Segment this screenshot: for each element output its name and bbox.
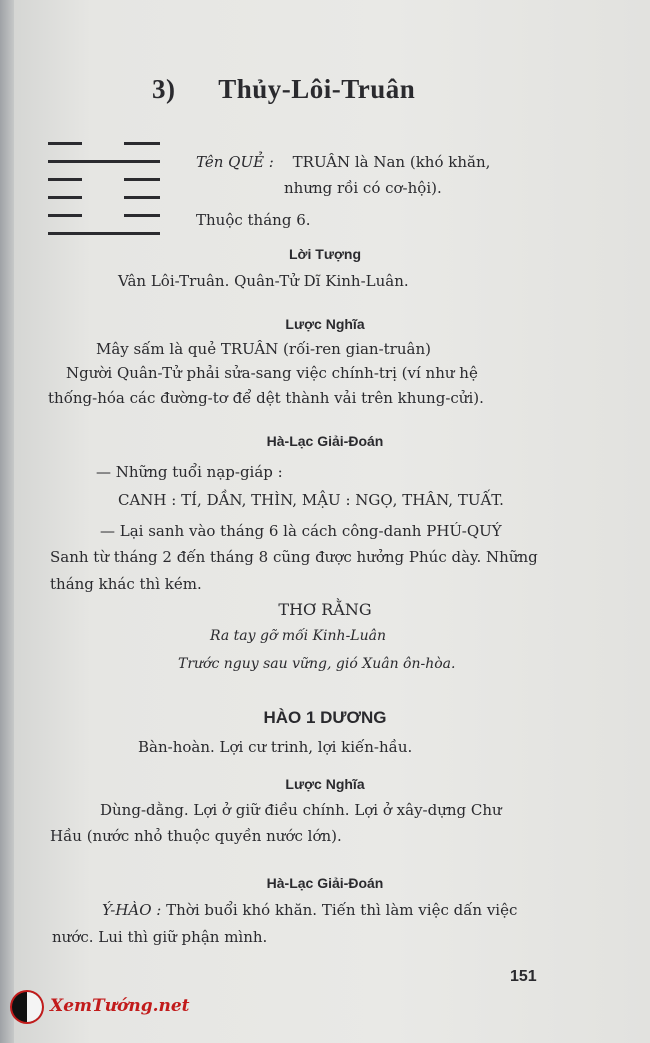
ha-lac-line-4: Sanh từ tháng 2 đến tháng 8 cũng được hưởng Phúc dày. Những (50, 548, 538, 566)
luoc-nghia-line-3: thống-hóa các đường-tơ để dệt thành vải trên khung-cửi). (48, 389, 484, 407)
que-text-2: nhưng rồi có cơ-hội). (284, 179, 442, 197)
luoc-nghia-line-2: Người Quân-Tử phải sửa-sang việc chính-trị (ví như hệ (66, 364, 478, 382)
watermark (10, 990, 190, 1030)
ha-lac-line-3: — Lại sanh vào tháng 6 là cách công-danh PHÚ-QUÝ (100, 522, 502, 540)
tho-heading: THƠ RẰNG (278, 600, 372, 619)
que-line-1 (196, 153, 490, 171)
hexagram-line (48, 214, 160, 217)
ha-lac-2-line-2: nước. Lui thì giữ phận mình. (52, 928, 268, 946)
loi-tuong-text: Vân Lôi-Truân. Quân-Tử Dĩ Kinh-Luân. (118, 272, 409, 290)
ha-lac-line-2: CANH : TÍ, DẦN, THÌN, MẬU : NGỌ, THÂN, TUẤT. (118, 491, 504, 509)
chapter-title (152, 74, 415, 105)
y-hao-text: Thời buổi khó khăn. Tiến thì làm việc dấn việc (166, 901, 518, 919)
tho-line-1: Ra tay gỡ mối Kinh-Luân (210, 628, 386, 644)
que-month: Thuộc tháng 6. (196, 211, 311, 229)
y-hao-label: Ý-HÀO : (102, 901, 162, 919)
ha-lac-line-5: tháng khác thì kém. (50, 575, 202, 593)
hao-text: Bàn-hoàn. Lợi cư trinh, lợi kiến-hầu. (138, 738, 413, 756)
luoc-nghia-2-line-1: Dùng-dằng. Lợi ở giữ điều chính. Lợi ở xây-dựng Chư (100, 801, 502, 819)
luoc-nghia-2-line-2: Hầu (nước nhỏ thuộc quyền nước lớn). (50, 827, 342, 845)
hao-heading: HÀO 1 DƯƠNG (263, 708, 387, 727)
hexagram-line (48, 196, 160, 199)
tho-line-2: Trước nguy sau vững, gió Xuân ôn-hòa. (178, 656, 456, 672)
hexagram-symbol (48, 142, 160, 250)
ha-lac-line-1: — Những tuổi nạp-giáp : (96, 463, 283, 481)
ha-lac-2-line-1 (102, 901, 517, 919)
watermark-text: XemTướng.net (50, 996, 190, 1016)
luoc-nghia-line-1: Mây sấm là quẻ TRUÂN (rối-ren gian-truân) (96, 340, 431, 358)
loi-tuong-heading: Lời Tượng (288, 246, 362, 262)
que-label: Tên QUẺ : (196, 153, 274, 171)
que-text-1: TRUÂN là Nan (khó khăn, (292, 153, 491, 171)
chapter-number: 3) (152, 74, 176, 104)
luoc-nghia-2-heading: Lược Nghĩa (285, 776, 365, 792)
page-number: 151 (510, 968, 537, 985)
hexagram-line (48, 142, 160, 145)
luoc-nghia-heading: Lược Nghĩa (285, 316, 365, 332)
ha-lac-heading: Hà-Lạc Giải-Đoán (266, 433, 384, 449)
hexagram-line (48, 178, 160, 181)
hexagram-line (48, 160, 160, 163)
ha-lac-2-heading: Hà-Lạc Giải-Đoán (266, 875, 384, 891)
yin-yang-icon (12, 992, 42, 1022)
chapter-name: Thủy-Lôi-Truân (218, 74, 416, 104)
hexagram-line (48, 232, 160, 235)
